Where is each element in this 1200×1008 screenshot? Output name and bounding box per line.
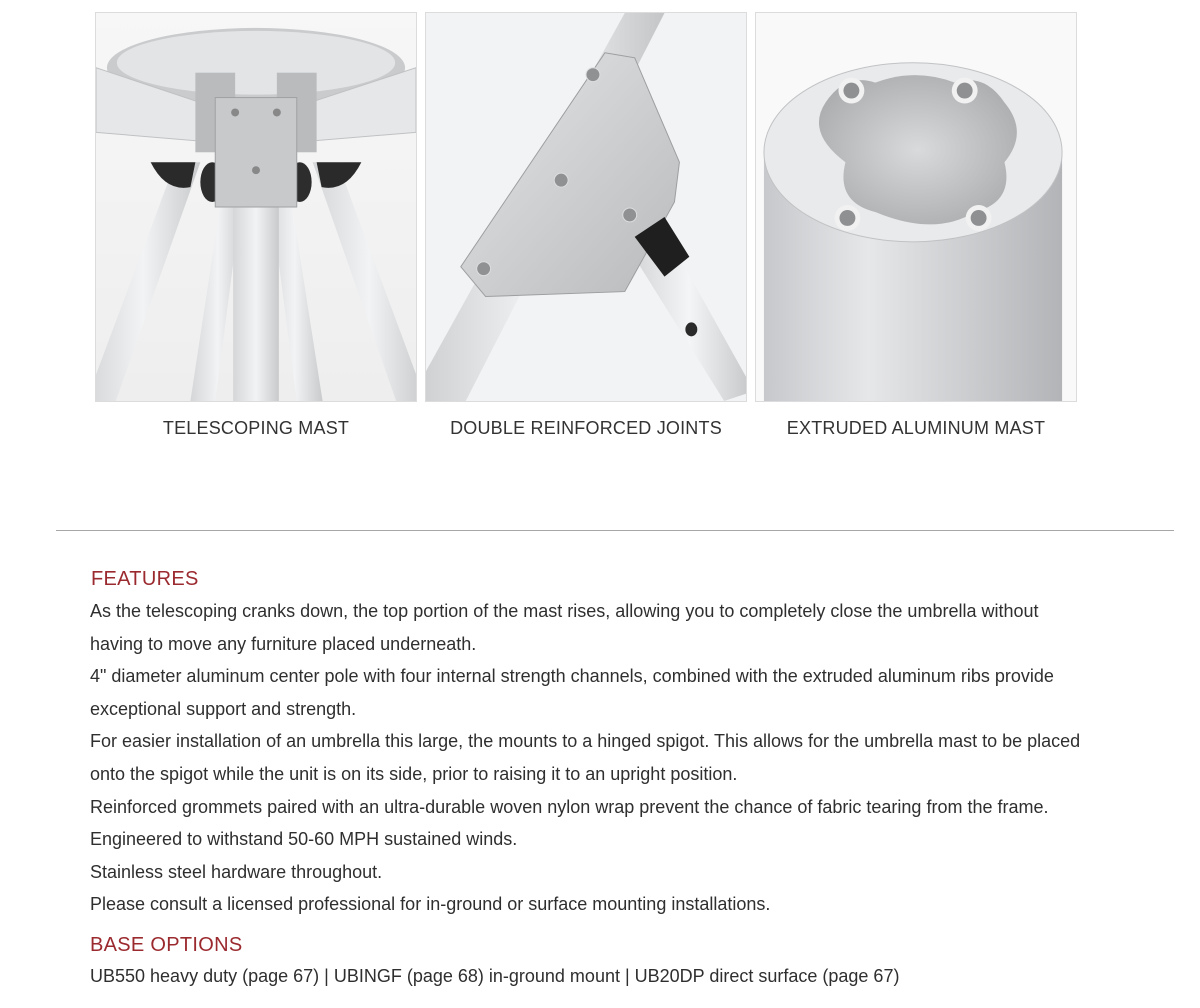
- gallery-item-telescoping-mast: [95, 12, 417, 439]
- section-divider: [56, 530, 1174, 531]
- caption-double-reinforced-joints: DOUBLE REINFORCED JOINTS: [450, 418, 722, 438]
- product-gallery: [95, 12, 1078, 452]
- feature-item: 4" diameter aluminum center pole with four internal strength channels, combined with the extruded aluminum ribs provide exceptional support and strength.: [90, 666, 1054, 719]
- features-heading: FEATURES: [91, 568, 199, 590]
- gallery-item-extruded-aluminum-mast: [755, 12, 1077, 439]
- features-list: [90, 595, 1090, 921]
- feature-item: Stainless steel hardware throughout.: [90, 861, 383, 882]
- base-options-text: UB550 heavy duty (page 67) | UBINGF (page 68) in-ground mount | UB20DP direct surface (page 67): [90, 966, 900, 986]
- extruded-aluminum-mast-photo: [755, 12, 1077, 402]
- feature-item: As the telescoping cranks down, the top portion of the mast rises, allowing you to completely close the umbrella without having to move any furniture placed underneath.: [90, 601, 1039, 654]
- double-reinforced-joints-photo: [425, 12, 747, 402]
- base-options-heading: BASE OPTIONS: [90, 934, 243, 956]
- feature-item: Reinforced grommets paired with an ultra-durable woven nylon wrap prevent the chance of fabric tearing from the frame.: [90, 796, 1049, 817]
- gallery-item-double-reinforced-joints: [425, 12, 747, 439]
- feature-item: Engineered to withstand 50-60 MPH sustained winds.: [90, 829, 518, 850]
- caption-telescoping-mast: TELESCOPING MAST: [162, 418, 350, 438]
- feature-item: Please consult a licensed professional for in-ground or surface mounting installations.: [90, 894, 771, 915]
- caption-extruded-aluminum-mast: EXTRUDED ALUMINUM MAST: [786, 418, 1046, 438]
- feature-item: For easier installation of an umbrella this large, the mounts to a hinged spigot. This allows for the umbrella mast to be placed onto the spigot while the unit is on its side, prior to raising it to an upright position.: [90, 731, 1081, 784]
- telescoping-mast-photo: [95, 12, 417, 402]
